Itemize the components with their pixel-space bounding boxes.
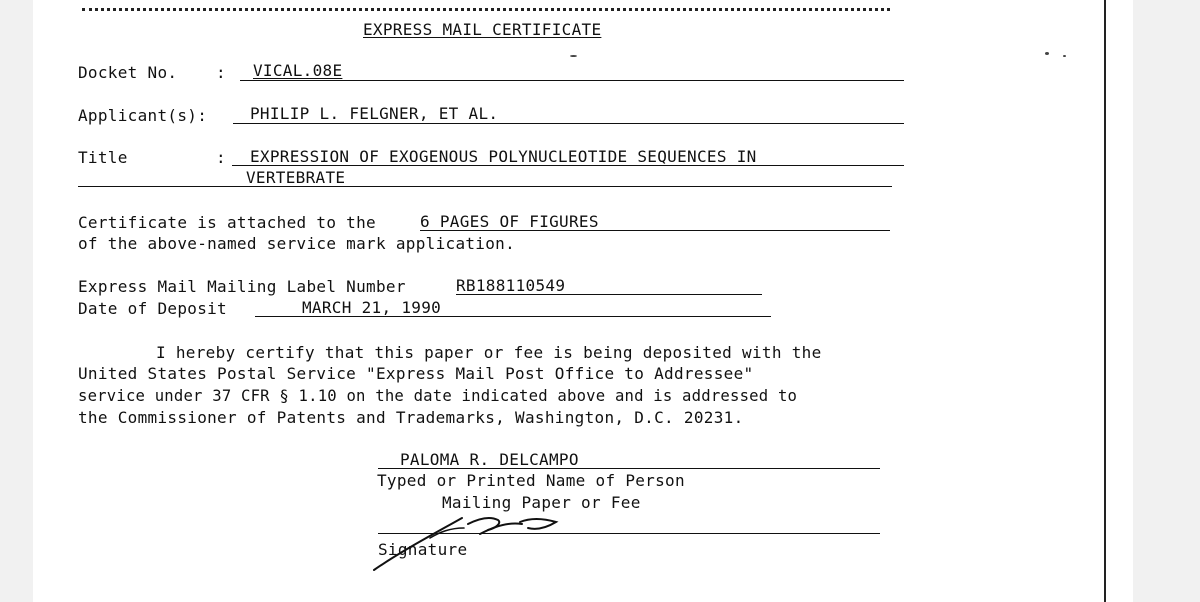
certify-paragraph-line: United States Postal Service "Express Mail Post Office to Addressee" <box>78 364 754 383</box>
mailing-label-number-value: RB188110549 <box>456 276 566 295</box>
scan-speck <box>1063 55 1066 57</box>
applicants-label: Applicant(s): <box>78 106 208 125</box>
certificate-line1-prefix: Certificate is attached to the <box>78 213 376 232</box>
title-line2-rule <box>78 168 892 187</box>
docket-value: VICAL.08E <box>253 61 343 80</box>
title-line1: EXPRESSION OF EXOGENOUS POLYNUCLEOTIDE SEQUENCES IN <box>250 147 757 166</box>
page-edge-line <box>1104 0 1106 602</box>
signer-caption-line2: Mailing Paper or Fee <box>442 493 641 512</box>
title-separator: : <box>216 148 226 167</box>
title-line2: VERTEBRATE <box>246 168 346 187</box>
deposit-date-value: MARCH 21, 1990 <box>302 298 442 317</box>
deposit-date-label: Date of Deposit <box>78 299 227 318</box>
scan-speck <box>1045 52 1049 55</box>
signature-label: Signature <box>378 540 468 559</box>
docket-separator: : <box>216 63 226 82</box>
certificate-title: EXPRESS MAIL CERTIFICATE <box>363 20 602 39</box>
certificate-line1-value: 6 PAGES OF FIGURES <box>420 212 599 231</box>
certificate-line2: of the above-named service mark application. <box>78 234 516 253</box>
title-label: Title <box>78 148 128 167</box>
mailing-label-number-label: Express Mail Mailing Label Number <box>78 277 406 296</box>
scan-speck <box>570 55 577 57</box>
certify-paragraph-line: service under 37 CFR § 1.10 on the date indicated above and is addressed to <box>78 387 798 405</box>
signer-caption-line1: Typed or Printed Name of Person <box>377 471 685 490</box>
docket-label: Docket No. <box>78 63 178 82</box>
signer-name: PALOMA R. DELCAMPO <box>400 450 579 469</box>
applicants-value: PHILIP L. FELGNER, ET AL. <box>250 104 499 123</box>
certify-paragraph-line: I hereby certify that this paper or fee is being deposited with the <box>156 343 822 362</box>
certify-paragraph-line: the Commissioner of Patents and Trademarks, Washington, D.C. 20231. <box>78 408 744 427</box>
dotted-rule <box>82 8 890 11</box>
